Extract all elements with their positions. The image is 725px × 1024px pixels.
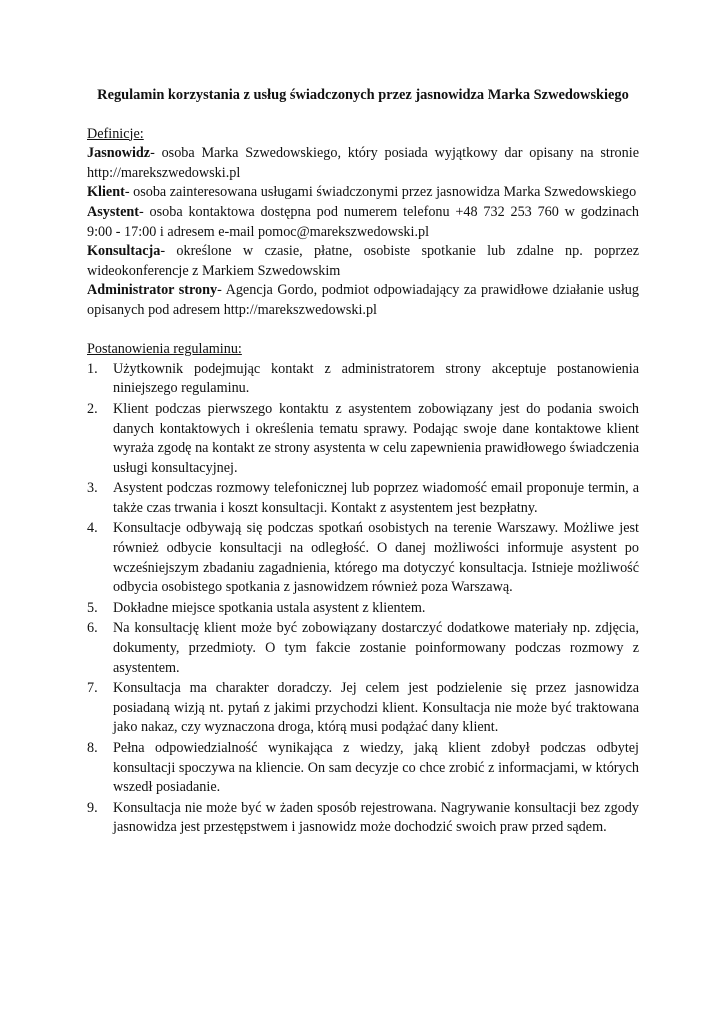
rule-number: 1. — [87, 360, 98, 377]
rule-item — [87, 739, 639, 798]
rule-item — [87, 679, 639, 738]
document-title: Regulamin korzystania z usług świadczonych przez jasnowidza Marka Szwedowskiego — [97, 87, 629, 103]
rule-text: Dokładne miejsce spotkania ustala asystent z klientem. — [113, 599, 426, 616]
definition-item — [87, 144, 639, 183]
document-page — [87, 86, 639, 839]
definition-item — [87, 203, 639, 242]
rule-number: 4. — [87, 520, 98, 537]
rule-item — [87, 360, 639, 399]
rule-item — [87, 479, 639, 518]
definition-term: Jasnowidz — [87, 145, 151, 162]
definitions-heading: Definicje: — [87, 125, 144, 142]
definition-item — [87, 242, 639, 281]
rule-item — [87, 619, 639, 678]
definition-text: - osoba kontaktowa dostępna pod numerem telefonu +48 732 253 760 w godzinach 9:00 - 17:00 i adresem e-mail pomoc@marekszwedowski.pl — [87, 203, 639, 240]
definition-term: Konsultacja — [87, 243, 161, 260]
section-spacer — [87, 321, 639, 341]
rule-item — [87, 599, 639, 619]
rule-number: 2. — [87, 400, 98, 417]
definition-text: - określone w czasie, płatne, osobiste spotkanie lub zdalne np. poprzez wideokonferencje z Markiem Szwedowskim — [87, 243, 639, 279]
rule-text: Pełna odpowiedzialność wynikająca z wiedzy, jaką klient zdobył podczas odbytej konsultacji spoczywa na kliencie. On sam decyzje co chce zrobić z informacjami, w których wszedł posiadanie. — [113, 740, 639, 796]
definition-text: - osoba zainteresowana usługami świadczonymi przez jasnowidza Marka Szwedowskiego — [124, 184, 637, 201]
definition-text: - osoba Marka Szwedowskiego, który posiada wyjątkowy dar opisany na stronie http://marekszwedowski.pl — [87, 145, 639, 181]
rule-item — [87, 400, 639, 478]
rule-text: Klient podczas pierwszego kontaktu z asystentem zobowiązany jest do podania swoich danych kontaktowych i określenia tematu sprawy. Podając swoje dane kontaktowe klient wyraża zgodę na kontakt ze strony asystenta w celu zapewnienia prawidłowego świadczenia usługi konsultacyjnej. — [113, 400, 639, 476]
rule-item — [87, 799, 639, 838]
definition-term: Klient — [87, 184, 125, 201]
definition-term: Asystent — [87, 203, 140, 220]
definition-text: - Agencja Gordo, podmiot odpowiadający za prawidłowe działanie usług opisanych pod adresem http://marekszwedowski.pl — [87, 282, 639, 318]
definition-item — [87, 281, 639, 320]
rule-number: 3. — [87, 480, 98, 497]
rule-text: Konsultacje odbywają się podczas spotkań osobistych na terenie Warszawy. Możliwe jest również odbycie konsultacji na odległość. O danej możliwości informuje asystent po wcześniejszym zbadaniu zagadnienia, którego ma dotyczyć konsultacja. Istnieje możliwość odbycia osobistego spotkania z jasnowidzem również poza Warszawą. — [113, 520, 639, 596]
rules-heading: Postanowienia regulaminu: — [87, 341, 242, 358]
rule-text: Konsultacja ma charakter doradczy. Jej celem jest podzielenie się przez jasnowidza posiadaną wizją nt. pytań z jakimi przychodzi klient. Konsultacja nie może być traktowana jako nakaz, czy wyznaczona droga, którą musi podążać dany klient. — [113, 680, 639, 736]
rule-number: 7. — [87, 680, 98, 697]
definition-term: Administrator strony — [87, 282, 218, 299]
rule-text: Konsultacja nie może być w żaden sposób rejestrowana. Nagrywanie konsultacji bez zgody jasnowidza jest przestępstwem i jasnowidz może dochodzić swoich praw przed sądem. — [113, 799, 639, 836]
rule-item — [87, 519, 639, 597]
rule-number: 5. — [87, 599, 98, 616]
definition-item — [87, 183, 639, 203]
rule-text: Asystent podczas rozmowy telefonicznej lub poprzez wiadomość email proponuje termin, a także czas trwania i koszt konsultacji. Kontakt z asystentem jest bezpłatny. — [113, 480, 639, 516]
rule-number: 6. — [87, 620, 98, 637]
rules-list — [87, 360, 639, 838]
rule-text: Na konsultację klient może być zobowiązany dostarczyć dodatkowe materiały np. zdjęcia, dokumenty, przedmioty. O tym fakcie zostanie poinformowany podczas rozmowy z asystentem. — [113, 620, 639, 676]
rule-text: Użytkownik podejmując kontakt z administratorem strony akceptuje postanowienia niniejszego regulaminu. — [113, 360, 639, 397]
rule-number: 9. — [87, 799, 98, 816]
rule-number: 8. — [87, 740, 98, 756]
